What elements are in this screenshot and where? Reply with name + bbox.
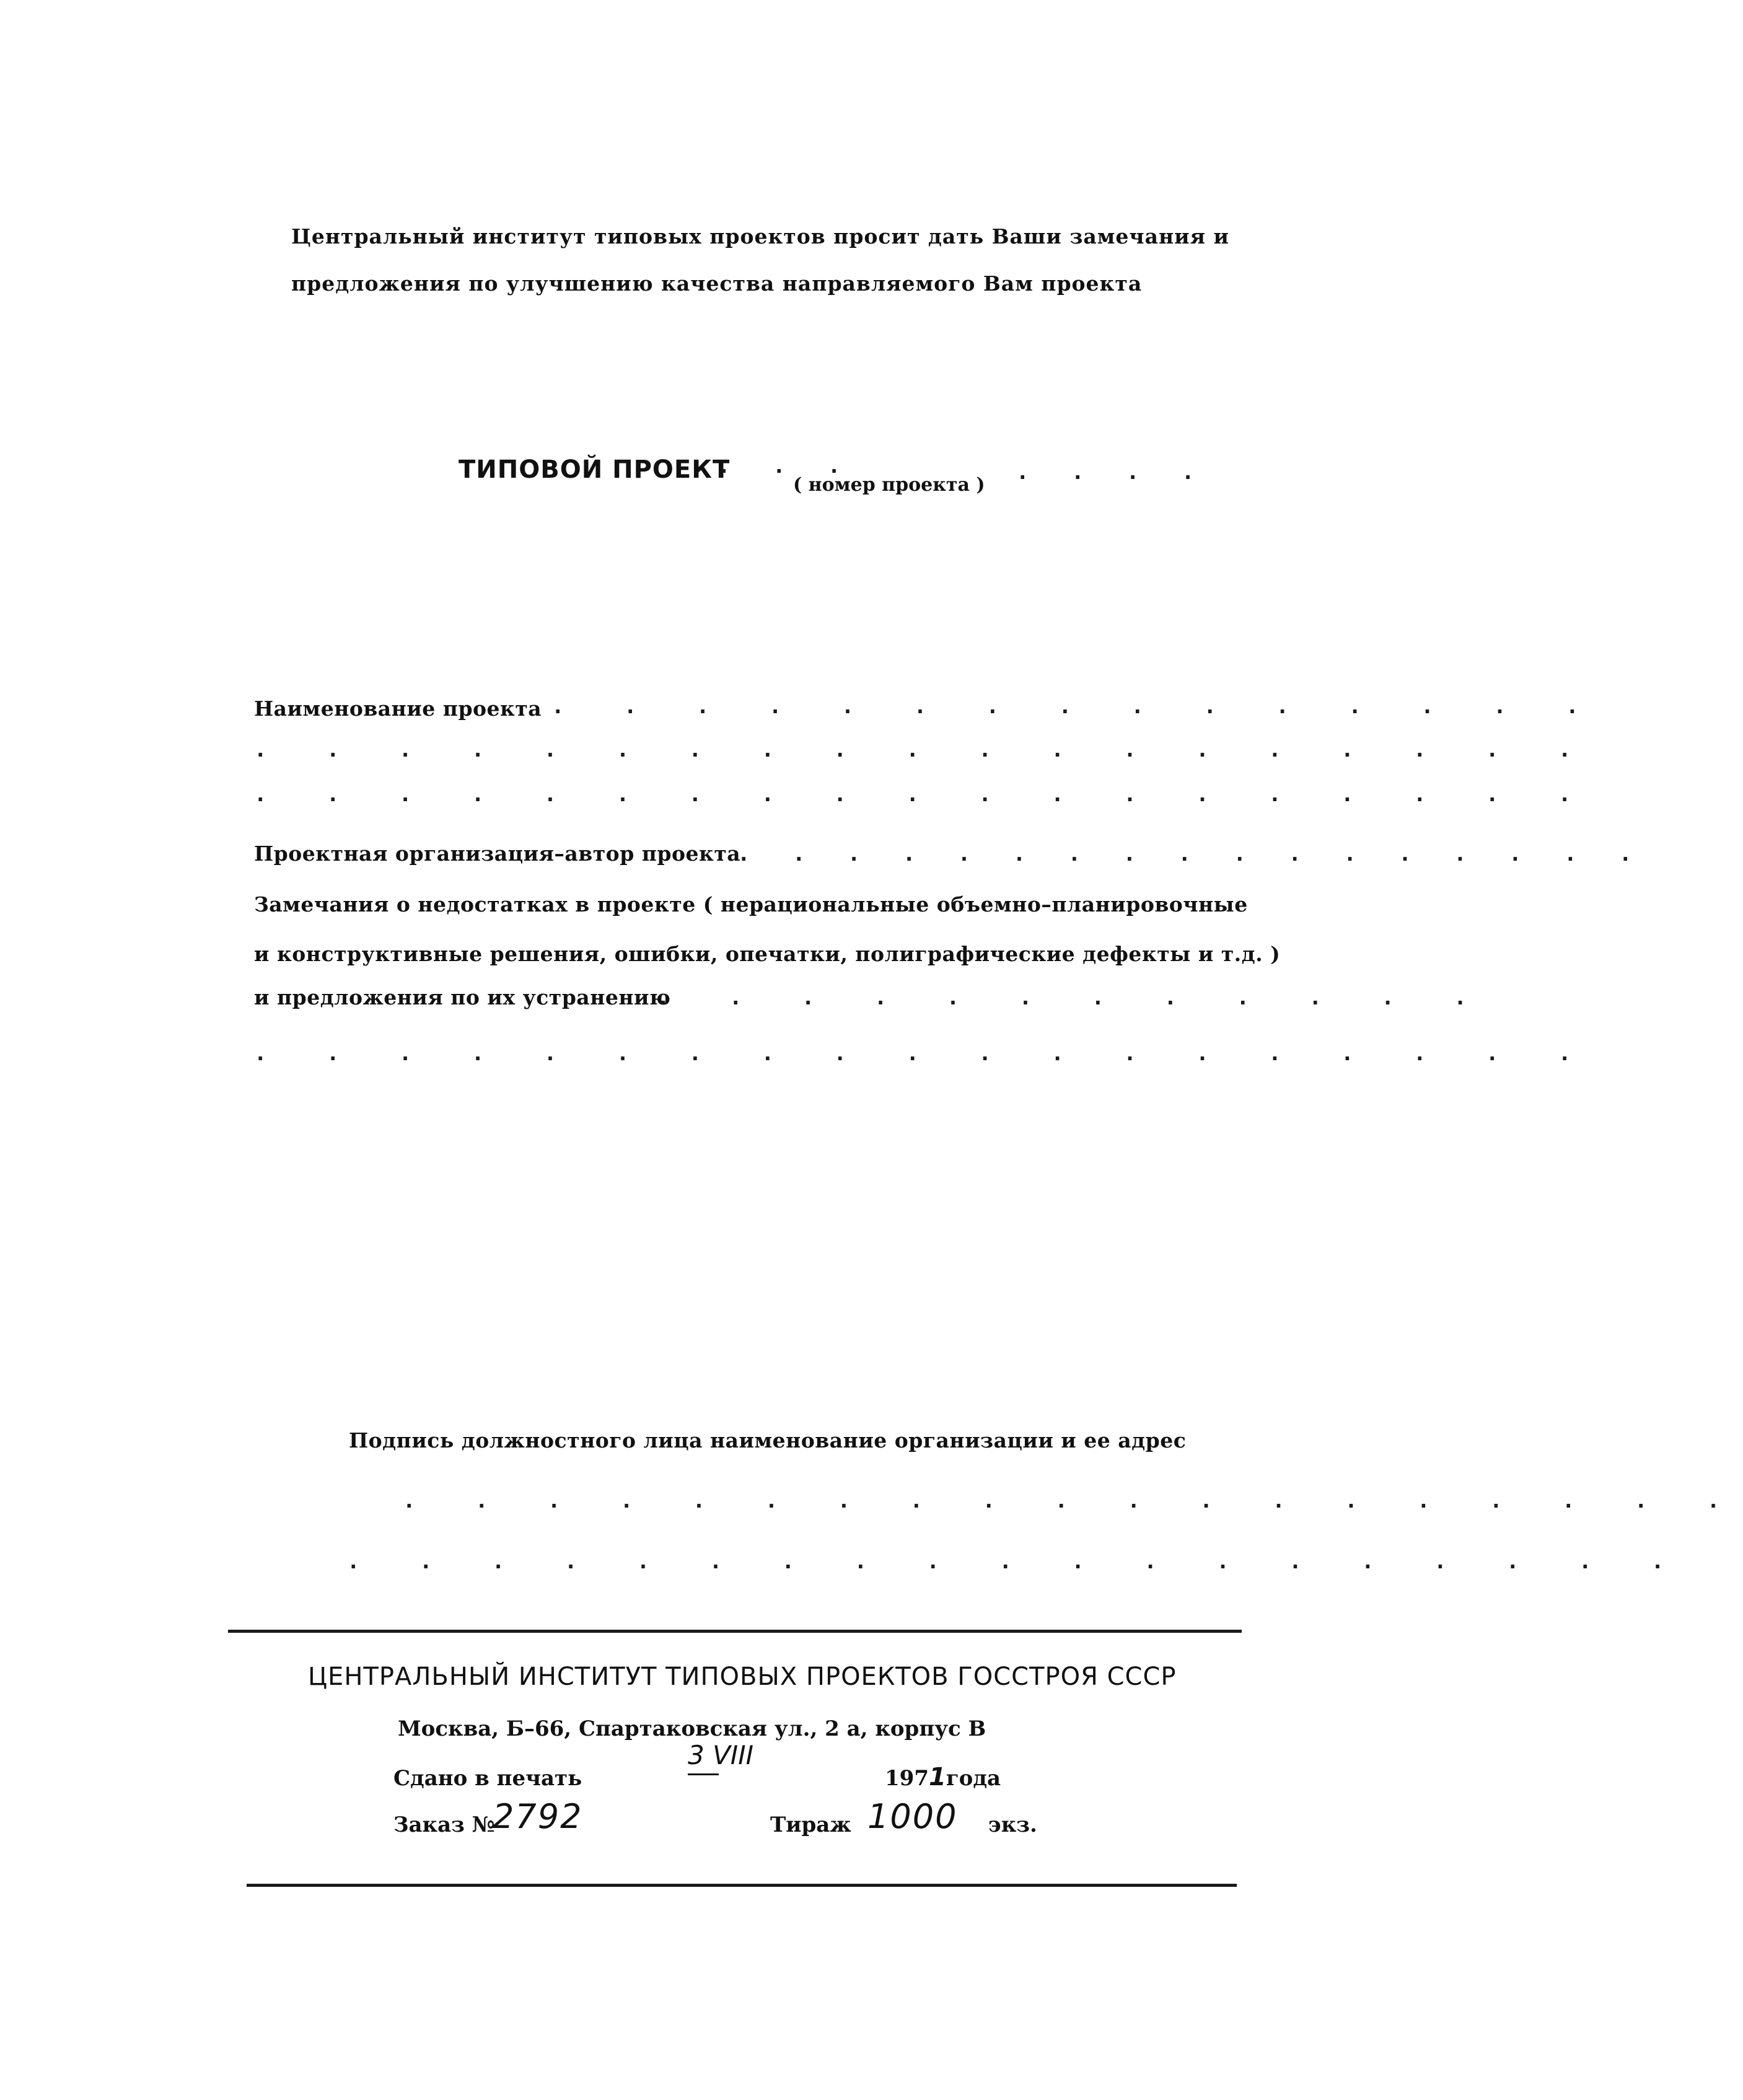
signature-line-2: . . . . . . . . . . . . . . . . . . .: [347, 1549, 1688, 1574]
print-date-value: 3 VIII: [688, 1740, 753, 1770]
print-run-label: Тираж: [770, 1812, 851, 1837]
print-year: 1971года: [885, 1763, 1001, 1791]
remarks-leader: . . . . . . . . . . . .: [657, 985, 1490, 1010]
order-number: 2792: [493, 1797, 583, 1836]
imprint-bottom-rule: [247, 1884, 1237, 1887]
project-number-placeholder: ( номер проекта ): [793, 474, 985, 496]
intro-line-2: предложения по улучшению качества направляемого Вам проекта: [291, 271, 1143, 296]
print-run-unit: экз.: [988, 1812, 1037, 1837]
organization-label: Проектная организация–автор проекта: [254, 841, 741, 866]
project-name-line-2: . . . . . . . . . . . . . . . . . . .: [254, 737, 1595, 762]
print-run-number: 1000: [867, 1797, 958, 1836]
page-title: ТИПОВОЙ ПРОЕКТ: [459, 455, 731, 484]
print-date-label: Сдано в печать: [393, 1766, 582, 1791]
intro-line-1: Центральный институт типовых проектов просит дать Ваши замечания и: [291, 224, 1229, 248]
project-name-line-3: . . . . . . . . . . . . . . . . . . .: [254, 782, 1595, 807]
project-name-label: Наименование проекта: [254, 696, 542, 721]
imprint-top-rule: [228, 1630, 1242, 1633]
signature-line-1: . . . . . . . . . . . . . . . . . . .: [403, 1488, 1743, 1513]
remarks-line-1: Замечания о недостатках в проекте ( нерациональные объемно–планировочные: [254, 892, 1248, 916]
remarks-line-2: и конструктивные решения, ошибки, опечатки, полиграфические дефекты и т.д. ): [254, 942, 1281, 966]
heading-leader: . . .: [718, 454, 856, 478]
heading-trail: . . . .: [1016, 460, 1210, 485]
remarks-line-3: и предложения по их устранению: [254, 985, 671, 1009]
order-label: Заказ №: [393, 1812, 495, 1837]
remarks-line-4: . . . . . . . . . . . . . . . . . . .: [254, 1041, 1595, 1066]
publisher-name: ЦЕНТРАЛЬНЫЙ ИНСТИТУТ ТИПОВЫХ ПРОЕКТОВ ГОССТРОЯ СССР: [308, 1663, 1177, 1691]
publisher-address: Москва, Б–66, Спартаковская ул., 2 а, корпус В: [398, 1716, 986, 1741]
project-name-leader: . . . . . . . . . . . . . . .: [551, 694, 1602, 719]
signature-label: Подпись должностного лица наименование организации и ее адрес: [349, 1428, 1187, 1452]
print-date-underline: [688, 1773, 719, 1775]
organization-leader: . . . . . . . . . . . . . . . . .: [737, 841, 1647, 866]
